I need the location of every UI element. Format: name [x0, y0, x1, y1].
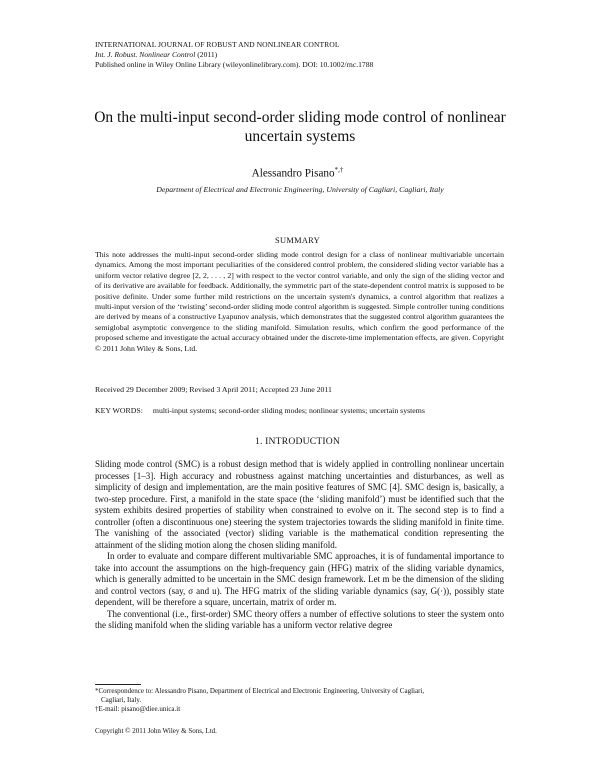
journal-name: INTERNATIONAL JOURNAL OF ROBUST AND NONLINEAR CONTROL: [95, 40, 340, 49]
section-heading: 1. INTRODUCTION: [254, 436, 341, 447]
summary-heading: SUMMARY: [275, 236, 320, 245]
keywords-text: multi-input systems; second-order sliding modes; nonlinear systems; uncertain systems: [152, 406, 425, 415]
author-line: [0, 166, 595, 180]
footnote-rule: [95, 684, 141, 685]
journal-header: [95, 40, 373, 70]
keywords-line: [95, 406, 425, 415]
citation-year: (2011): [195, 50, 218, 59]
section-body: [95, 459, 504, 632]
author-marks: *,†: [334, 166, 344, 174]
paragraph: In order to evaluate and compare different multivariable SMC approaches, it is of fundamental importance to take into account the assumptions on the high-frequency gain (HFG) matrix of the sliding variable dynamics, which is generally admitted to be uncertain in the SMC design framework. Let m be the dimension of the sliding and control vectors (say, σ and u). The HFG matrix of the sliding variable dynamics (say, G(·)), possibly state dependent, will be therefore a square, uncertain, matrix of order m.: [95, 551, 504, 607]
paragraph: Sliding mode control (SMC) is a robust design method that is widely applied in controlling nonlinear uncertain processes [1–3]. High accuracy and robustness against matching uncertainties and disturbances, as well as simplicity of design and implementation, are the main positive features of SMC [4]. SMC design is, basically, a two-step procedure. First, a manifold in the state space (the ‘sliding manifold’) must be identified such that the system exhibits desired properties of stability when constrained to evolve on it. The second step is to find a controller (often a discontinuous one) steering the system trajectories towards the sliding manifold in finite time. The vanishing of the associated (vector) sliding variable is the mathematical condition representing the attainment of the sliding motion along the chosen sliding manifold.: [95, 459, 504, 550]
footnote-correspondence: *Correspondence to: Alessandro Pisano, Department of Electrical and Electronic Engineering, University of Cagliari,: [95, 687, 425, 695]
summary-text: This note addresses the multi-input second-order sliding mode control design for a class of nonlinear multivariable uncertain dynamics. Among the most important peculiarities of the considered control problem, the considered sliding vector variable has a uniform vector relative degree [2, 2, . . . , 2] with respect to the vector control variable, and only the sign of the sliding vector and of its derivative are available for feedback. Additionally, the symmetric part of the state-dependent control matrix is supposed to be positive definite. Under some further mild restrictions on the uncertain system's dynamics, a control algorithm that realizes a multi-input version of the ‘twisting’ second-order sliding mode control algorithm is suggested. Simple controller tuning conditions are derived by means of a constructive Lyapunov analysis, which demonstrates that the suggested control algorithm guarantees the semiglobal asymptotic convergence to the sliding manifold. Simulation results, which confirm the good performance of the proposed scheme and investigate the actual accuracy obtained under the discrete-time implementation effects, are given. Copyright © 2011 John Wiley & Sons, Ltd.: [95, 250, 504, 353]
journal-citation: [95, 50, 373, 60]
footnotes: [95, 687, 504, 714]
footnote-email: †E-mail: pisano@diee.unica.it: [95, 705, 181, 713]
keywords-label: KEY WORDS:: [95, 406, 143, 415]
paragraph: The conventional (i.e., first-order) SMC theory offers a number of effective solutions to steer the system onto the sliding manifold when the sliding variable has a uniform vector relative degree: [95, 608, 504, 630]
author-name: Alessandro Pisano: [251, 167, 335, 180]
footnote-correspondence-cont: Cagliari, Italy.: [101, 696, 142, 704]
affiliation: Department of Electrical and Electronic Engineering, University of Cagliari, Cagliari, Italy: [156, 185, 444, 194]
paper-title: On the multi-input second-order sliding mode control of nonlinear uncertain systems: [94, 109, 506, 145]
publication-line: Published online in Wiley Online Library (wileyonlinelibrary.com). DOI: 10.1002/rnc.1788: [95, 60, 374, 69]
received-dates: Received 29 December 2009; Revised 3 April 2011; Accepted 23 June 2011: [95, 385, 332, 394]
citation-abbrev: Int. J. Robust. Nonlinear Control: [95, 50, 196, 59]
copyright-footer: Copyright © 2011 John Wiley & Sons, Ltd.: [95, 727, 217, 735]
